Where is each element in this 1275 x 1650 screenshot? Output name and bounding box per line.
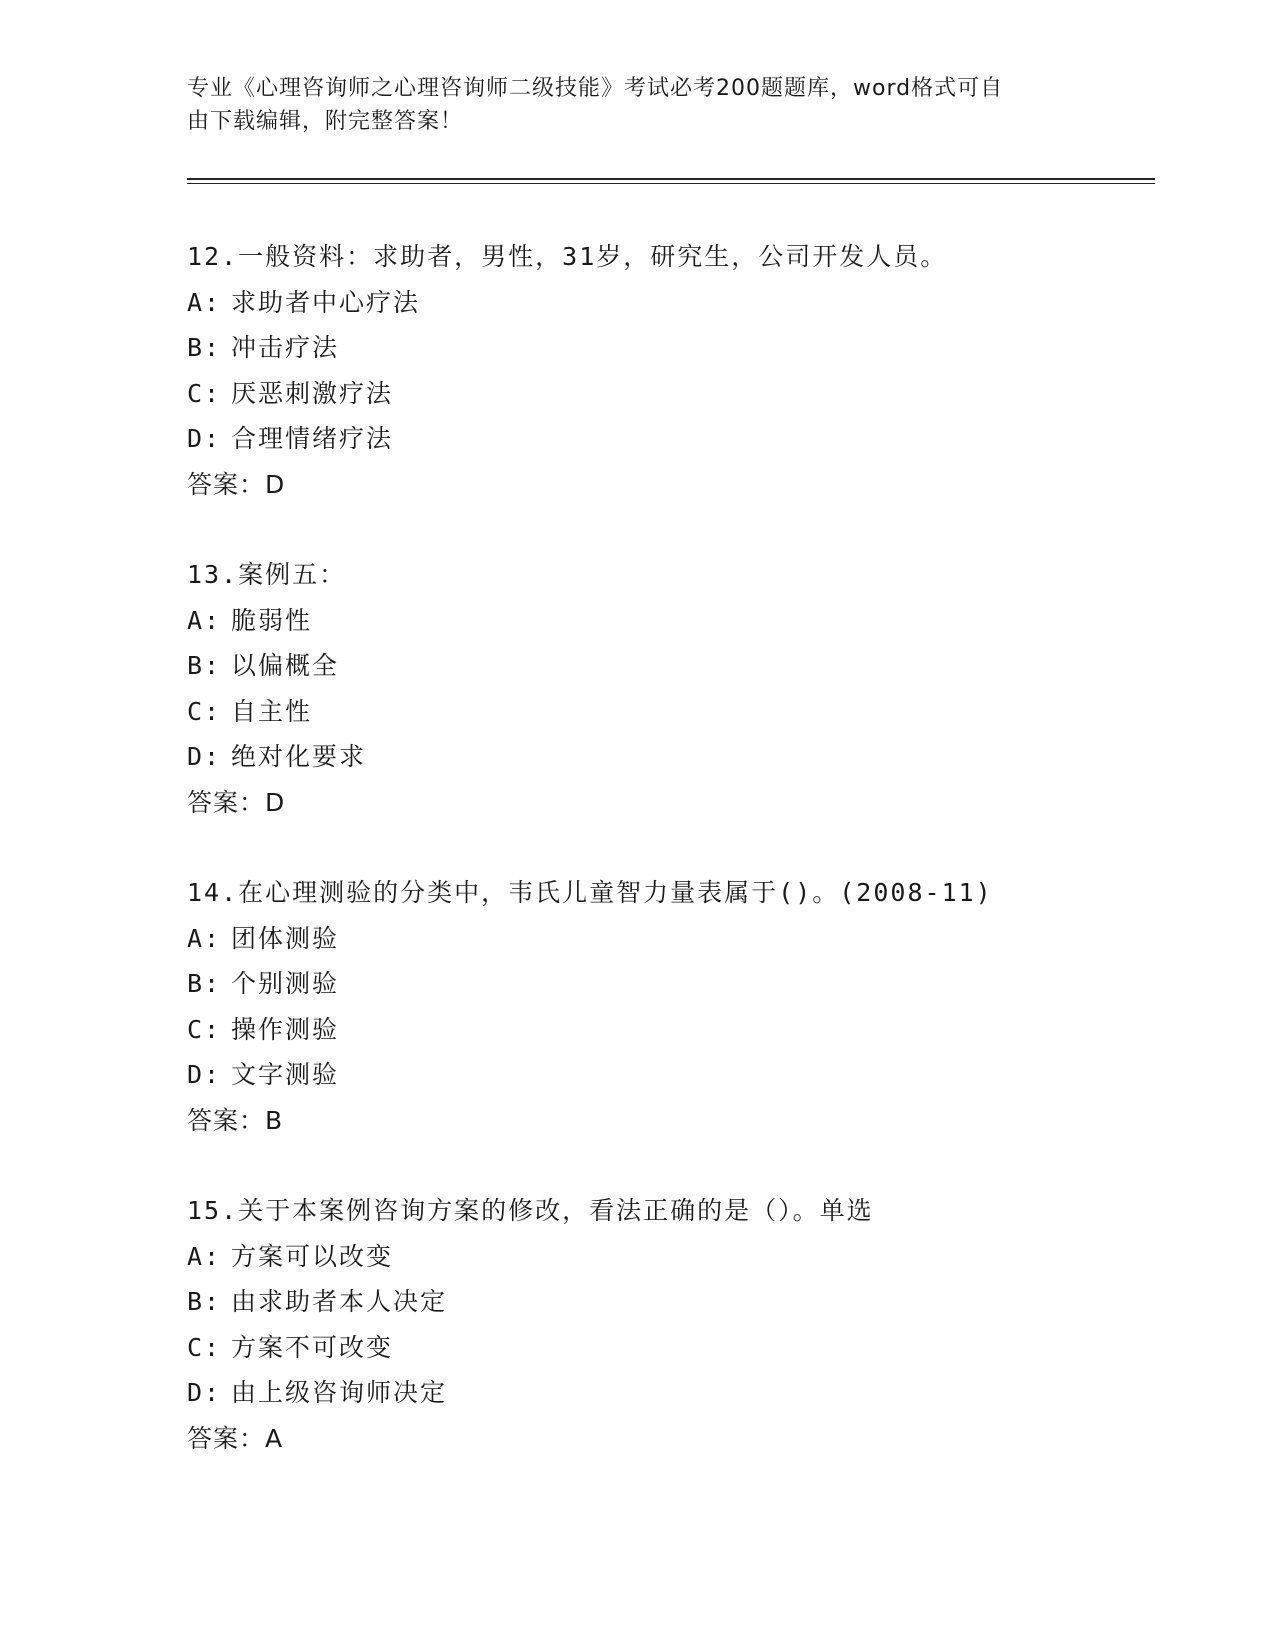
option-label: D: — [187, 1060, 222, 1089]
option-d — [187, 1052, 1147, 1098]
option-text: 自主性 — [231, 696, 313, 726]
header-line-1: 专业《心理咨询师之心理咨询师二级技能》考试必考200题题库，word格式可自 — [187, 76, 1004, 101]
answer-line: 答案：A — [187, 1423, 284, 1453]
option-label: D: — [187, 424, 222, 453]
option-label: C: — [187, 1014, 222, 1044]
question-stem: 14.在心理测验的分类中，韦氏儿童智力量表属于()。(2008-11) — [187, 878, 993, 907]
option-text: 脆弱性 — [231, 605, 313, 635]
option-text: 绝对化要求 — [231, 742, 367, 771]
option-text: 求助者中心疗法 — [231, 287, 421, 317]
option-text: 团体测验 — [231, 923, 340, 953]
option-c — [187, 371, 1147, 417]
option-d — [187, 416, 1147, 462]
option-c — [187, 1325, 1147, 1371]
option-text: 操作测验 — [231, 1014, 340, 1044]
option-label: A: — [187, 1241, 222, 1271]
option-label: D: — [187, 742, 222, 771]
question-stem: 15.关于本案例咨询方案的修改，看法正确的是（）。单选 — [187, 1196, 874, 1225]
header-divider-bottom — [187, 183, 1155, 184]
option-b — [187, 643, 1147, 689]
option-a — [187, 1234, 1147, 1280]
option-text: 以偏概全 — [231, 651, 340, 680]
option-text: 冲击疗法 — [231, 333, 340, 362]
document-header — [187, 72, 1067, 138]
option-label: A: — [187, 923, 222, 953]
option-text: 方案不可改变 — [231, 1332, 394, 1362]
option-c — [187, 1007, 1147, 1053]
option-text: 个别测验 — [231, 969, 340, 998]
answer-line: 答案：B — [187, 1105, 284, 1135]
option-label: C: — [187, 378, 222, 408]
question-stem: 12.一般资料：求助者，男性，31岁，研究生，公司开发人员。 — [187, 242, 948, 271]
option-label: B: — [187, 651, 222, 680]
option-text: 由求助者本人决定 — [231, 1287, 448, 1316]
option-c — [187, 689, 1147, 735]
option-label: B: — [187, 333, 222, 362]
question-12 — [187, 234, 1147, 507]
option-b — [187, 325, 1147, 371]
question-stem: 13.案例五： — [187, 560, 347, 589]
header-divider-top — [187, 178, 1155, 180]
option-d — [187, 1370, 1147, 1416]
option-label: C: — [187, 696, 222, 726]
answer-line: 答案：D — [187, 469, 286, 499]
option-label: A: — [187, 605, 222, 635]
option-d — [187, 734, 1147, 780]
option-label: D: — [187, 1378, 222, 1407]
option-text: 方案可以改变 — [231, 1241, 394, 1271]
question-list — [187, 234, 1147, 1506]
question-14 — [187, 870, 1147, 1143]
option-a — [187, 598, 1147, 644]
option-a — [187, 280, 1147, 326]
option-text: 厌恶刺激疗法 — [231, 378, 394, 408]
option-label: C: — [187, 1332, 222, 1362]
answer-line: 答案：D — [187, 787, 286, 817]
question-15 — [187, 1188, 1147, 1461]
option-label: A: — [187, 287, 222, 317]
option-b — [187, 961, 1147, 1007]
option-label: B: — [187, 1287, 222, 1316]
option-b — [187, 1279, 1147, 1325]
header-line-2: 由下载编辑，附完整答案！ — [187, 109, 464, 134]
option-text: 由上级咨询师决定 — [231, 1378, 448, 1407]
option-a — [187, 916, 1147, 962]
question-13 — [187, 552, 1147, 825]
option-label: B: — [187, 969, 222, 998]
option-text: 文字测验 — [231, 1060, 340, 1089]
option-text: 合理情绪疗法 — [231, 424, 394, 453]
